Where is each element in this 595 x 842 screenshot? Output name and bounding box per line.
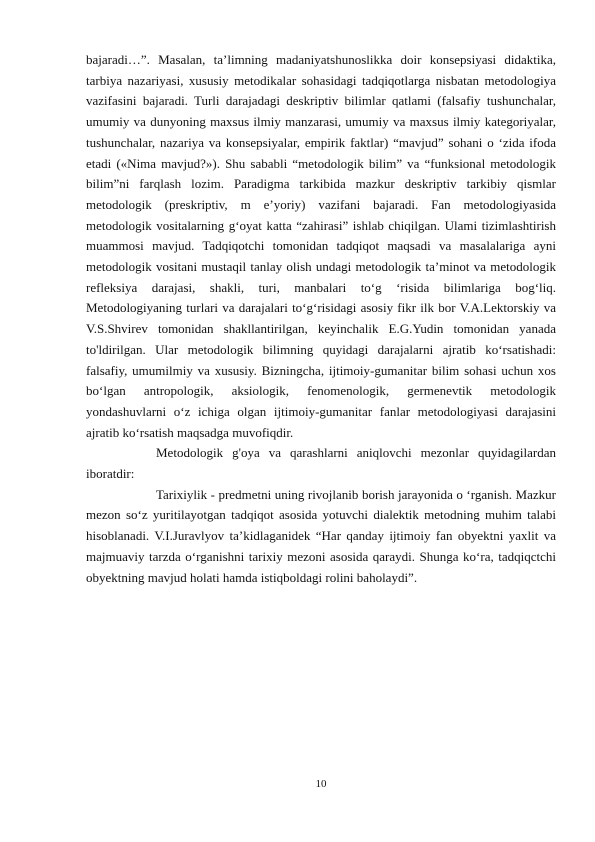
paragraph-historicity: Tarixiylik - predmetni uning rivojlanib borish jarayonida o ‘rganish. Mazkur mezon so‘z yuritilayotgan tadqiqot asosida yotuvchi dialektik metodning muhim talabi hisoblanadi. V.I.Juravlyov ta’kidlaganidek “Har qanday ijtimoiy fan obyektni yaxlit va majmuaviy tarzda o‘rganishni tarixiy mezoni asosida qaraydi. Shunga ko‘ra, tadqiqctchi obyektning mavjud holati hamda istiqboldagi rolini baholaydi”. <box>86 486 556 585</box>
paragraph-methodology-levels: bajaradi…”. Masalan, ta’limning madaniyatshunoslikka doir konsepsiyasi didaktika, tarbiya nazariyasi, xususiy metodikalar sohasidagi tadqiqotlarga nisbatan metodologiya vazifasini bajaradi. Turli darajadagi deskriptiv bilimlar qatlami (falsafiy tushunchalar, umumiy va dunyoning maxsus ilmiy manzarasi, umumiy va maxsus ilmiy kategoriyalar, tushunchalar, nazariya va konsepsiyalar, empirik faktlar) “mavjud” sohani o ‘zida ifoda etadi («Nima mavjud?»). Shu sababli “metodologik bilim” va “funksional metodologik bilim”ni farqlash lozim. Paradigma tarkibida mazkur deskriptiv tarkibiy qismlar metodologik (preskriptiv, m e’yoriy) vazifani bajaradi. Fan metodologiyasida metodologik vositalarning g‘oyat katta “zahirasi” ishlab chiqilgan. Ulami tizimlashtirish muammosi mavjud. Tadqiqotchi tomonidan tadqiqot maqsadi va masalalariga ayni metodologik vositani mustaqil tanlay olish undagi metodologik ta’minot va metodologik refleksiya darajasi, shakli, turi, manbalari to‘g ‘risida bilimlariga bog‘liq. Metodologiyaning turlari va darajalari to‘g‘risidagi asosiy fikr ilk bor V.A.Lektorskiy va V.S.Shvirev tomonidan shakllantirilgan, keyinchalik E.G.Yudin tomonidan yanada to'ldirilgan. Ular metodologik bilimning quyidagi darajalarni ajratib ko‘rsatishadi: falsafiy, umumilmiy va xususiy. Bizningcha, ijtimoiy-gumanitar bilim sohasi uchun xos bo‘lgan antropologik, aksiologik, fenomenologik, germenevtik metodologik yondashuvlarni o‘z ichiga olgan ijtimoiy-gumanitar fanlar metodologiyasi darajasini ajratib ko‘rsatish maqsadga muvofiqdir. <box>86 52 556 440</box>
paragraph-criteria-intro: Metodologik g'oya va qarashlarni aniqlovchi mezonlar quyidagilardan iboratdir: <box>86 445 556 482</box>
page-number: 10 <box>315 778 327 790</box>
document-body <box>86 50 556 588</box>
